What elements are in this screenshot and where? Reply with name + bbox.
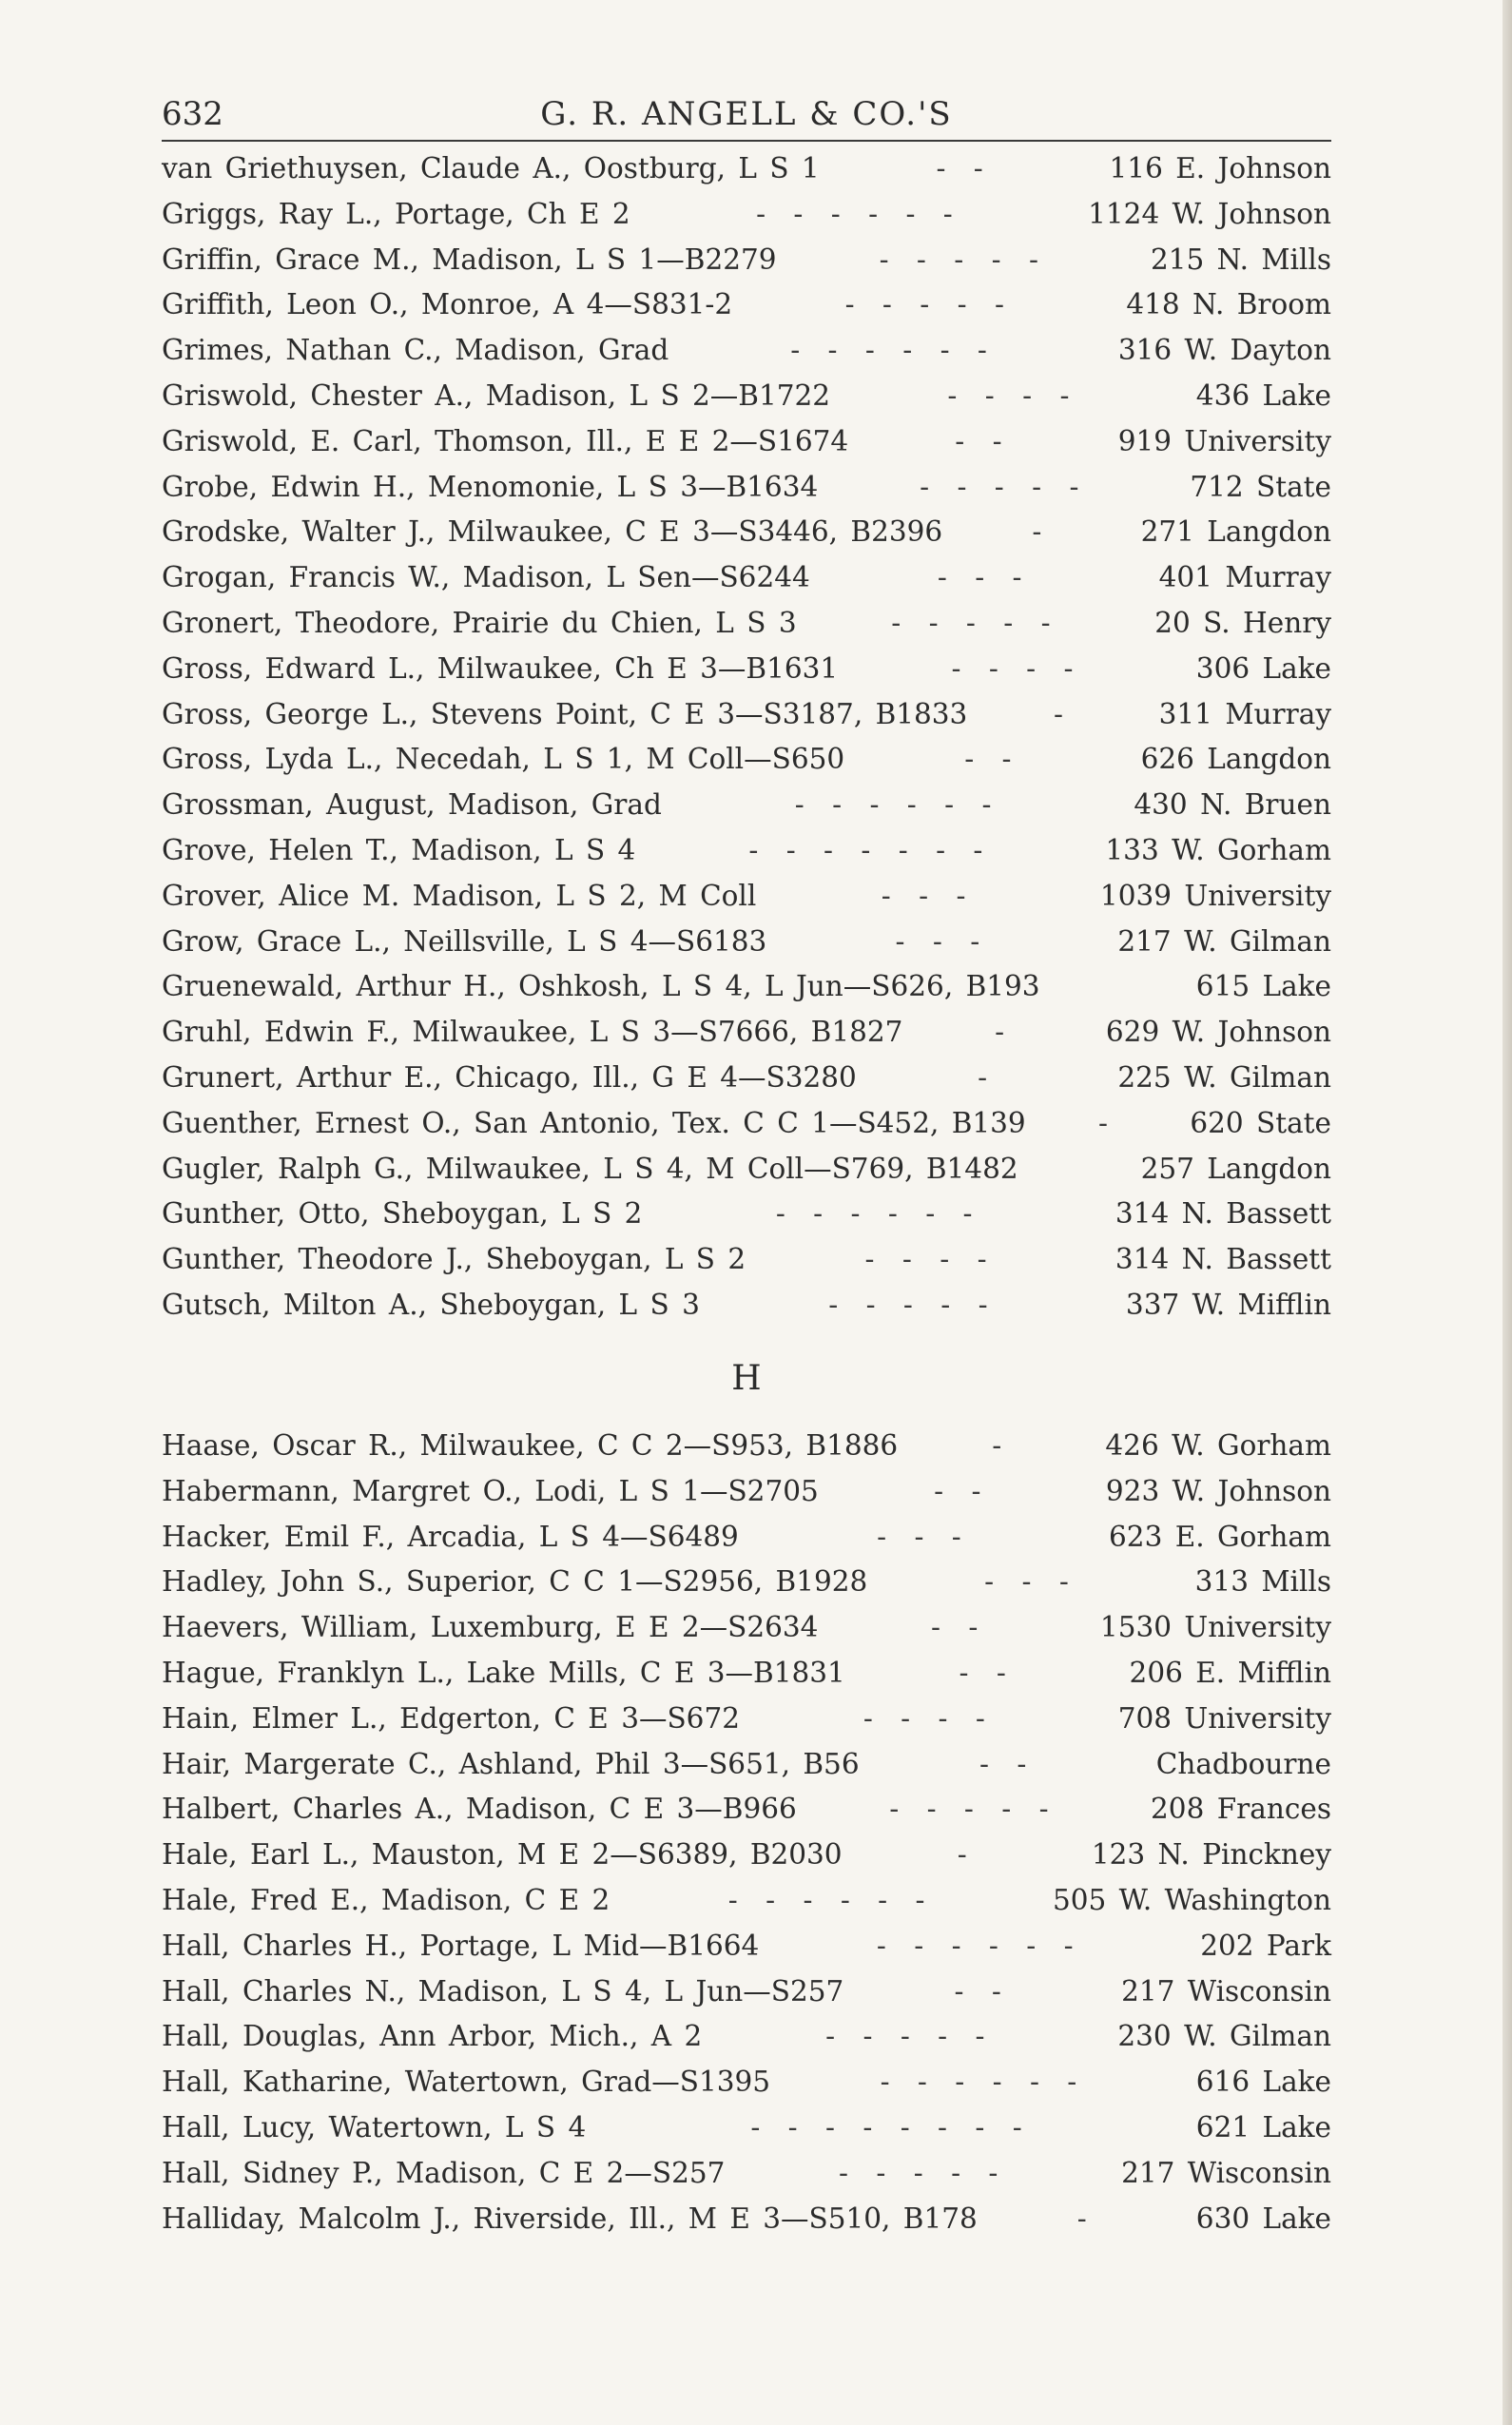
- entry-leader: - - -: [895, 924, 990, 958]
- directory-entry: [162, 374, 1331, 419]
- entry-name: Gruhl, Edwin F., Milwaukee, L S 3—S7666, B1827: [162, 1016, 903, 1049]
- directory-entry: [162, 1651, 1331, 1697]
- entry-name: Grove, Helen T., Madison, L S 4: [162, 833, 636, 866]
- directory-entry: [162, 737, 1331, 783]
- entry-leader: - - - -: [951, 651, 1083, 685]
- directory-entry: [162, 1192, 1331, 1237]
- entry-name: Grover, Alice M. Madison, L S 2, M Coll: [162, 879, 757, 912]
- directory-entry: [162, 2105, 1331, 2151]
- directory-entry: [162, 601, 1331, 647]
- directory-entry: [162, 510, 1331, 555]
- directory-entry: [162, 1697, 1331, 1742]
- entry-address: 206 E. Mifflin: [1129, 1656, 1331, 1689]
- entry-leader: - - - - -: [920, 470, 1089, 503]
- entry-leader: -: [1076, 2202, 1096, 2235]
- directory-entry: [162, 555, 1331, 601]
- entry-address: 20 S. Henry: [1154, 606, 1331, 639]
- entry-name: Hadley, John S., Superior, C C 1—S2956, B1928: [162, 1565, 868, 1599]
- entry-address: 314 N. Bassett: [1115, 1243, 1331, 1276]
- entry-leader: - - - - - -: [756, 197, 962, 230]
- entry-leader: -: [995, 1016, 1015, 1049]
- entry-name: Grodske, Walter J., Milwaukee, C E 3—S3446, B2396: [162, 515, 943, 549]
- entry-leader: - - - - - - - -: [750, 2110, 1032, 2144]
- entry-name: Griffith, Leon O., Monroe, A 4—S831-2: [162, 288, 733, 321]
- entry-leader: - -: [934, 1474, 991, 1507]
- entry-address: 430 N. Bruen: [1134, 788, 1331, 822]
- entry-leader: - -: [959, 1656, 1016, 1689]
- entry-leader: - - - - -: [844, 288, 1014, 321]
- entry-address: 230 W. Gilman: [1117, 2020, 1331, 2053]
- entry-name: Hall, Lucy, Watertown, L S 4: [162, 2110, 587, 2144]
- entry-name: Habermann, Margret O., Lodi, L S 1—S2705: [162, 1474, 819, 1507]
- directory-entry: [162, 1742, 1331, 1788]
- directory-entry: [162, 146, 1331, 192]
- entry-name: Hale, Earl L., Mauston, M E 2—S6389, B2030: [162, 1838, 843, 1872]
- directory-entry: [162, 647, 1331, 692]
- entry-name: Griffin, Grace M., Madison, L S 1—B2279: [162, 242, 777, 276]
- directory-entry: [162, 1469, 1331, 1515]
- directory-entry: [162, 2151, 1331, 2197]
- entry-name: Gross, Lyda L., Necedah, L S 1, M Coll—S650: [162, 743, 845, 776]
- directory-list-g: [162, 146, 1331, 1329]
- directory-entry: [162, 1787, 1331, 1833]
- entry-name: Hain, Elmer L., Edgerton, C E 3—S672: [162, 1701, 740, 1735]
- entry-address: 1039 University: [1099, 879, 1331, 912]
- entry-leader: - - - - -: [828, 1288, 998, 1321]
- entry-address: 217 W. Gilman: [1117, 924, 1331, 958]
- entry-leader: - - - - - -: [727, 1883, 935, 1916]
- entry-leader: - - - -: [947, 378, 1079, 412]
- entry-name: Grogan, Francis W., Madison, L Sen—S6244: [162, 561, 810, 594]
- directory-entry: [162, 465, 1331, 511]
- entry-address: 626 Langdon: [1140, 743, 1331, 776]
- entry-address: 217 Wisconsin: [1121, 2156, 1331, 2189]
- entry-address: 401 Murray: [1158, 561, 1331, 594]
- header-rule: [162, 140, 1331, 142]
- entry-leader: - - - - - - -: [748, 833, 993, 866]
- directory-entry: [162, 1924, 1331, 1969]
- entry-leader: - - - - -: [879, 242, 1048, 276]
- entry-address: 133 W. Gorham: [1105, 833, 1331, 866]
- entry-leader: - - - - - -: [775, 1197, 982, 1231]
- directory-entry: [162, 1101, 1331, 1147]
- entry-address: 505 W. Washington: [1052, 1883, 1331, 1916]
- entry-leader: -: [957, 1838, 977, 1872]
- directory-entry: [162, 419, 1331, 465]
- entry-name: Gugler, Ralph G., Milwaukee, L S 4, M Coll—S769, B1482: [162, 1152, 1018, 1185]
- directory-entry: [162, 282, 1331, 328]
- entry-name: Hall, Charles H., Portage, L Mid—B1664: [162, 1929, 760, 1962]
- entry-leader: - - -: [881, 879, 976, 912]
- entry-name: Haevers, William, Luxemburg, E E 2—S2634: [162, 1611, 819, 1644]
- entry-leader: - - - - - -: [876, 1929, 1083, 1962]
- entry-name: Hall, Katharine, Watertown, Grad—S1395: [162, 2066, 771, 2099]
- entry-leader: - - - - - -: [790, 334, 997, 367]
- entry-leader: - - - - -: [891, 606, 1060, 639]
- directory-entry: [162, 238, 1331, 283]
- directory-entry: [162, 2014, 1331, 2060]
- directory-entry: [162, 1010, 1331, 1056]
- directory-entry: [162, 1833, 1331, 1878]
- directory-entry: [162, 783, 1331, 828]
- entry-leader: - - - - - -: [794, 788, 1001, 822]
- directory-entry: [162, 1878, 1331, 1924]
- entry-name: Halliday, Malcolm J., Riverside, Ill., M E 3—S510, B178: [162, 2202, 978, 2235]
- directory-entry: [162, 2197, 1331, 2242]
- entry-leader: - - - - -: [825, 2020, 995, 2053]
- entry-address: 620 State: [1190, 1106, 1331, 1139]
- entry-name: Hacker, Emil F., Arcadia, L S 4—S6489: [162, 1520, 739, 1553]
- entry-address: 208 Frances: [1151, 1793, 1331, 1826]
- entry-name: Griggs, Ray L., Portage, Ch E 2: [162, 197, 630, 230]
- directory-entry: [162, 1056, 1331, 1101]
- directory-entry: [162, 1237, 1331, 1283]
- entry-address: 708 University: [1117, 1701, 1331, 1735]
- entry-address: 202 Park: [1200, 1929, 1331, 1962]
- entry-leader: -: [978, 1060, 998, 1094]
- entry-leader: - - - -: [864, 1243, 997, 1276]
- entry-address: 217 Wisconsin: [1121, 1974, 1331, 2008]
- entry-address: 337 W. Mifflin: [1125, 1288, 1331, 1321]
- directory-entry: [162, 1605, 1331, 1651]
- entry-address: 1124 W. Johnson: [1088, 197, 1331, 230]
- entry-address: 436 Lake: [1195, 378, 1331, 412]
- entry-name: Guenther, Ernest O., San Antonio, Tex. C C 1—S452, B139: [162, 1106, 1026, 1139]
- entry-name: Grimes, Nathan C., Madison, Grad: [162, 334, 669, 367]
- entry-address: 630 Lake: [1195, 2202, 1331, 2235]
- entry-name: Hall, Douglas, Ann Arbor, Mich., A 2: [162, 2020, 703, 2053]
- entry-name: van Griethuysen, Claude A., Oostburg, L S 1: [162, 152, 820, 184]
- entry-leader: -: [1032, 515, 1052, 549]
- directory-entry: [162, 874, 1331, 920]
- directory-entry: [162, 1515, 1331, 1561]
- entry-name: Grossman, August, Madison, Grad: [162, 788, 662, 822]
- directory-entry: [162, 328, 1331, 374]
- section-letter: H: [731, 1359, 762, 1398]
- directory-entry: [162, 192, 1331, 238]
- entry-name: Gruenewald, Arthur H., Oshkosh, L S 4, L Jun—S626, B193: [162, 970, 1040, 1003]
- entry-leader: -: [1054, 697, 1073, 730]
- directory-entry: [162, 1969, 1331, 2015]
- entry-leader: - - - -: [863, 1701, 995, 1735]
- entry-leader: -: [992, 1429, 1012, 1462]
- entry-address: 316 W. Dayton: [1117, 334, 1331, 367]
- entry-leader: - - - - -: [839, 2156, 1008, 2189]
- entry-name: Grobe, Edwin H., Menomonie, L S 3—B1634: [162, 470, 819, 503]
- directory-entry: [162, 920, 1331, 965]
- entry-leader: - -: [979, 1747, 1037, 1780]
- page-edge: [1502, 0, 1512, 2425]
- page-header: [162, 86, 1331, 143]
- entry-address: Chadbourne: [1155, 1747, 1331, 1780]
- entry-name: Grunert, Arthur E., Chicago, Ill., G E 4—S3280: [162, 1060, 857, 1094]
- directory-entry: [162, 692, 1331, 738]
- entry-address: 1530 University: [1099, 1611, 1331, 1644]
- page-number: 632: [162, 95, 223, 133]
- directory-entry: [162, 1283, 1331, 1329]
- directory-list-h: [162, 1424, 1331, 2241]
- entry-leader: - -: [954, 1974, 1011, 2008]
- entry-name: Hall, Charles N., Madison, L S 4, L Jun—S257: [162, 1974, 844, 2008]
- entry-address: 623 E. Gorham: [1109, 1520, 1331, 1553]
- entry-leader: - - -: [877, 1520, 971, 1553]
- entry-name: Gross, George L., Stevens Point, C E 3—S3187, B1833: [162, 697, 968, 730]
- entry-address: 313 Mills: [1194, 1565, 1331, 1599]
- entry-name: Hale, Fred E., Madison, C E 2: [162, 1883, 611, 1916]
- entry-address: 123 N. Pinckney: [1091, 1838, 1331, 1872]
- entry-address: 426 W. Gorham: [1105, 1429, 1331, 1462]
- entry-name: Griswold, E. Carl, Thomson, Ill., E E 2—S1674: [162, 424, 849, 457]
- directory-entry: [162, 1560, 1331, 1605]
- entry-leader: - -: [955, 424, 1012, 457]
- directory-entry: [162, 1147, 1331, 1193]
- entry-leader: - - -: [937, 561, 1032, 594]
- entry-address: 615 Lake: [1195, 970, 1331, 1003]
- entry-name: Grow, Grace L., Neillsville, L S 4—S6183: [162, 924, 767, 958]
- directory-entry: [162, 964, 1331, 1010]
- entry-address: 257 Langdon: [1140, 1152, 1331, 1185]
- entry-address: 225 W. Gilman: [1117, 1060, 1331, 1094]
- entry-address: 616 Lake: [1195, 2066, 1331, 2099]
- entry-address: 314 N. Bassett: [1115, 1197, 1331, 1231]
- entry-leader: - -: [931, 1611, 988, 1644]
- entry-name: Griswold, Chester A., Madison, L S 2—B1722: [162, 378, 831, 412]
- entry-address: 116 E. Johnson: [1109, 152, 1331, 184]
- entry-name: Gunther, Otto, Sheboygan, L S 2: [162, 1197, 643, 1231]
- entry-name: Hair, Margerate C., Ashland, Phil 3—S651, B56: [162, 1747, 860, 1780]
- entry-leader: - - - - - -: [880, 2066, 1087, 2099]
- entry-address: 629 W. Johnson: [1105, 1016, 1331, 1049]
- entry-name: Gunther, Theodore J., Sheboygan, L S 2: [162, 1243, 746, 1276]
- entry-address: 919 University: [1117, 424, 1331, 457]
- entry-leader: -: [1098, 1106, 1117, 1139]
- entry-leader: - -: [936, 152, 993, 184]
- directory-entry: [162, 2060, 1331, 2105]
- entry-name: Halbert, Charles A., Madison, C E 3—B966: [162, 1793, 797, 1826]
- entry-leader: - - - - -: [889, 1793, 1058, 1826]
- entry-address: 311 Murray: [1158, 697, 1331, 730]
- entry-address: 621 Lake: [1195, 2110, 1331, 2144]
- entry-name: Gross, Edward L., Milwaukee, Ch E 3—B1631: [162, 651, 839, 685]
- entry-address: 712 State: [1190, 470, 1331, 503]
- entry-name: Gronert, Theodore, Prairie du Chien, L S 3: [162, 606, 797, 639]
- entry-name: Haase, Oscar R., Milwaukee, C C 2—S953, B1886: [162, 1429, 899, 1462]
- directory-entry: [162, 1424, 1331, 1469]
- directory-entry: [162, 828, 1331, 874]
- entry-address: 215 N. Mills: [1150, 242, 1331, 276]
- entry-name: Gutsch, Milton A., Sheboygan, L S 3: [162, 1288, 700, 1321]
- entry-address: 923 W. Johnson: [1105, 1474, 1331, 1507]
- entry-address: 306 Lake: [1195, 651, 1331, 685]
- entry-address: 271 Langdon: [1140, 515, 1331, 549]
- entry-name: Hall, Sidney P., Madison, C E 2—S257: [162, 2156, 726, 2189]
- entry-name: Hague, Franklyn L., Lake Mills, C E 3—B1831: [162, 1656, 845, 1689]
- entry-leader: - -: [964, 743, 1021, 776]
- running-head: G. R. ANGELL & CO.'S: [540, 95, 953, 133]
- entry-address: 418 N. Broom: [1126, 288, 1331, 321]
- entry-leader: - - -: [984, 1565, 1078, 1599]
